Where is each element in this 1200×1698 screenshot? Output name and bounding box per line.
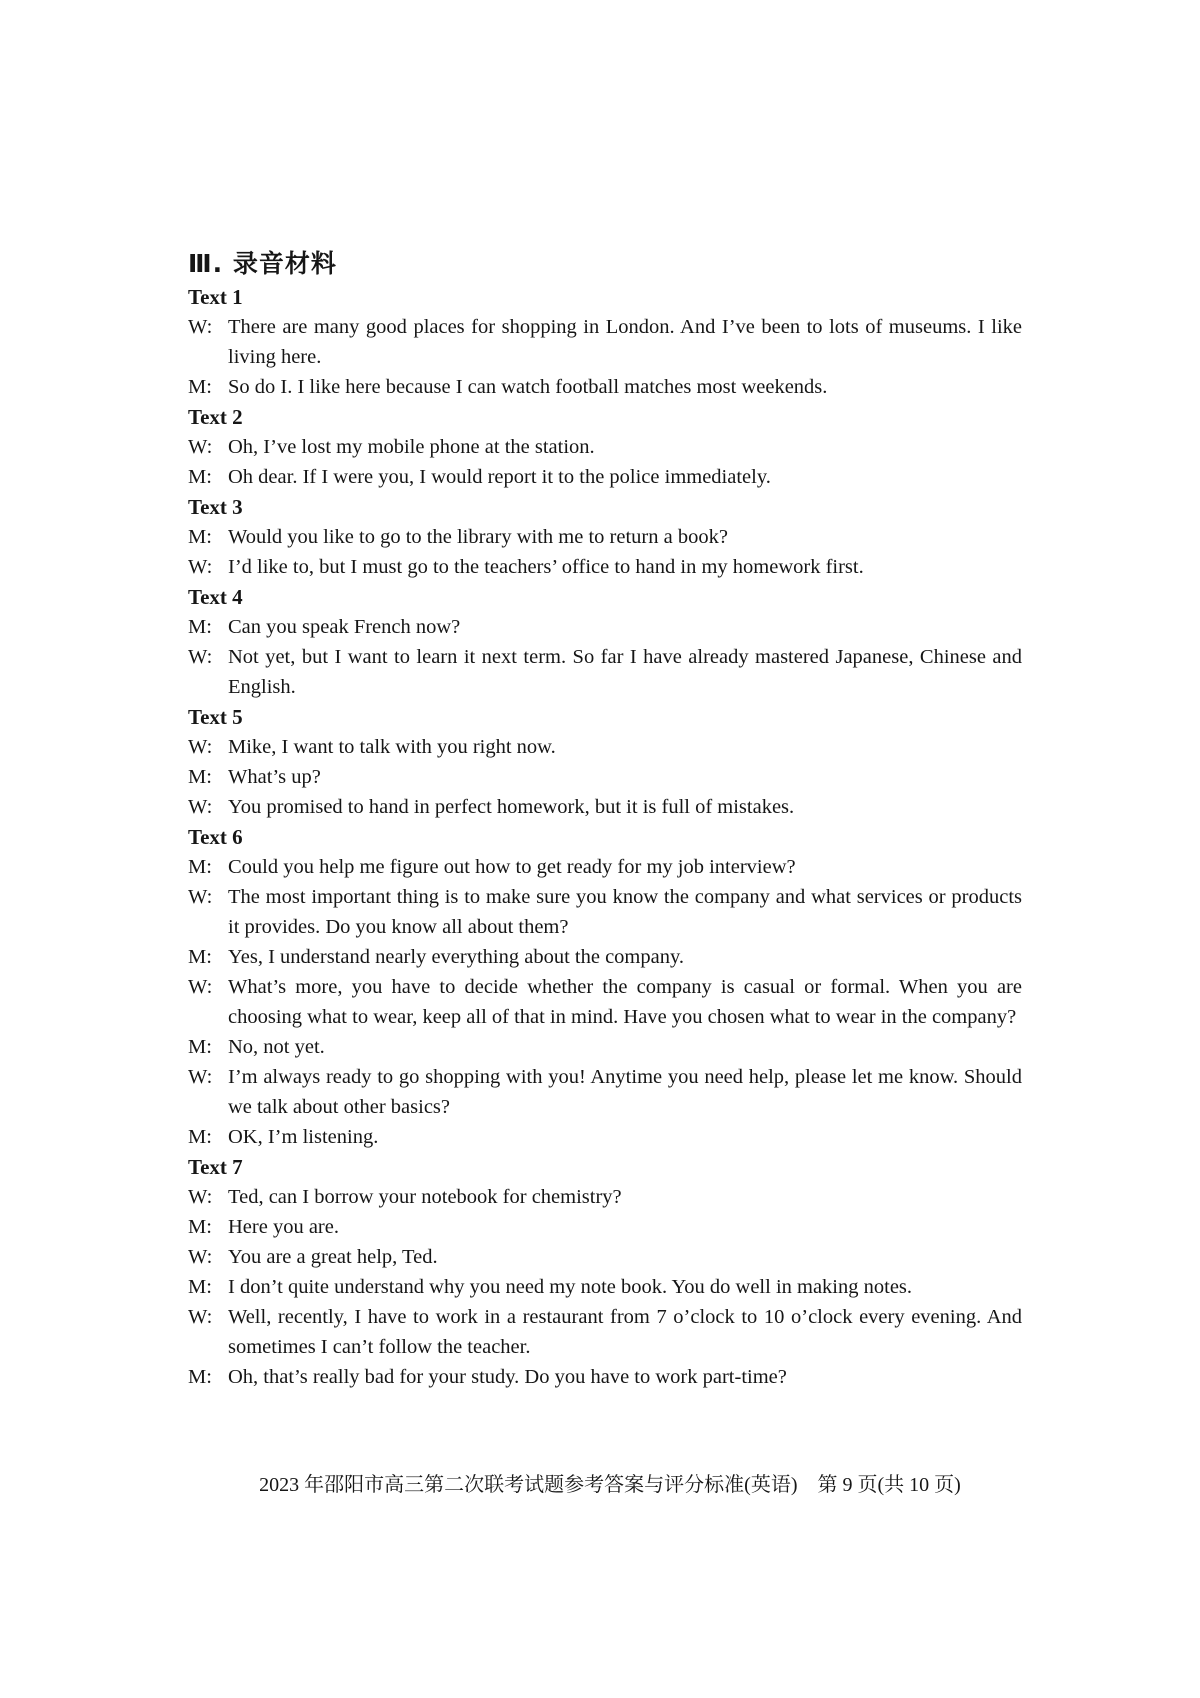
dialogue-line: [188, 942, 1022, 972]
speaker-label: W:: [188, 1246, 213, 1268]
speaker-label: M:: [188, 526, 212, 548]
dialogue-text: OK, I’m listening.: [228, 1126, 379, 1148]
dialogue-line: [188, 852, 1022, 882]
speaker-label: M:: [188, 1276, 212, 1298]
speaker-label: W:: [188, 1186, 213, 1208]
dialogue-text: I’d like to, but I must go to the teachers’ office to hand in my homework first.: [228, 556, 864, 578]
text-block: [188, 822, 1022, 1152]
dialogue-line: [188, 1062, 1022, 1122]
dialogue-line: [188, 882, 1022, 942]
text-heading: Text 2: [188, 405, 243, 429]
dialogue-line: [188, 462, 1022, 492]
speaker-label: M:: [188, 1126, 212, 1148]
text-block: [188, 1152, 1022, 1392]
dialogue-line: [188, 312, 1022, 372]
speaker-label: M:: [188, 856, 212, 878]
text-heading: Text 3: [188, 495, 243, 519]
dialogue-text: Would you like to go to the library with me to return a book?: [228, 526, 728, 548]
text-heading: Text 7: [188, 1155, 243, 1179]
dialogue-text: Oh, that’s really bad for your study. Do you have to work part-time?: [228, 1366, 787, 1388]
dialogue-text: Can you speak French now?: [228, 616, 461, 638]
dialogue-text: I don’t quite understand why you need my note book. You do well in making notes.: [228, 1276, 913, 1298]
speaker-label: W:: [188, 886, 213, 908]
dialogue-line: [188, 1032, 1022, 1062]
speaker-label: W:: [188, 976, 213, 998]
dialogue-line: [188, 762, 1022, 792]
speaker-label: M:: [188, 616, 212, 638]
dialogue-text: You promised to hand in perfect homework, but it is full of mistakes.: [228, 796, 795, 818]
text-heading: Text 6: [188, 825, 243, 849]
speaker-label: M:: [188, 1216, 212, 1238]
dialogue-text: So do I. I like here because I can watch football matches most weekends.: [228, 376, 828, 398]
speaker-label: W:: [188, 796, 213, 818]
speaker-label: M:: [188, 766, 212, 788]
dialogue-text: I’m always ready to go shopping with you! Anytime you need help, please let me know. Should we talk about other basics?: [228, 1066, 1022, 1118]
dialogue-line: [188, 1182, 1022, 1212]
dialogue-line: [188, 972, 1022, 1032]
dialogue-line: [188, 432, 1022, 462]
dialogue-text: Oh, I’ve lost my mobile phone at the station.: [228, 436, 595, 458]
text-block: [188, 402, 1022, 492]
speaker-label: W:: [188, 736, 213, 758]
dialogue-line: [188, 732, 1022, 762]
dialogue-line: [188, 1362, 1022, 1392]
dialogue-line: [188, 792, 1022, 822]
dialogue-text: What’s up?: [228, 766, 321, 788]
dialogue-text: Well, recently, I have to work in a restaurant from 7 o’clock to 10 o’clock every evening. And sometimes I can’t follow the teacher.: [228, 1306, 1022, 1358]
dialogue-text: There are many good places for shopping in London. And I’ve been to lots of museums. I like living here.: [228, 316, 1022, 368]
text-heading: Text 5: [188, 705, 243, 729]
section-title: Ⅲ. 录音材料: [188, 249, 337, 278]
text-heading: Text 4: [188, 585, 243, 609]
dialogue-text: You are a great help, Ted.: [228, 1246, 438, 1268]
text-block: [188, 282, 1022, 402]
dialogue-line: [188, 372, 1022, 402]
text-block: [188, 582, 1022, 702]
dialogue-line: [188, 1242, 1022, 1272]
speaker-label: M:: [188, 946, 212, 968]
dialogue-line: [188, 1302, 1022, 1362]
dialogue-line: [188, 1272, 1022, 1302]
speaker-label: M:: [188, 1366, 212, 1388]
speaker-label: M:: [188, 376, 212, 398]
speaker-label: W:: [188, 1066, 213, 1088]
page-footer: 2023 年邵阳市高三第二次联考试题参考答案与评分标准(英语) 第 9 页(共 10 页): [259, 1474, 961, 1496]
dialogue-text: Oh dear. If I were you, I would report it to the police immediately.: [228, 466, 771, 488]
dialogue-line: [188, 642, 1022, 702]
dialogue-text: Here you are.: [228, 1216, 339, 1238]
speaker-label: W:: [188, 436, 213, 458]
speaker-label: W:: [188, 316, 213, 338]
transcript-page: [188, 246, 1022, 1392]
dialogue-text: No, not yet.: [228, 1036, 325, 1058]
dialogue-text: Yes, I understand nearly everything about the company.: [228, 946, 685, 968]
dialogue-text: The most important thing is to make sure you know the company and what services or products it provides. Do you know all about them?: [228, 886, 1022, 938]
speaker-label: M:: [188, 1036, 212, 1058]
speaker-label: W:: [188, 646, 213, 668]
dialogue-line: [188, 612, 1022, 642]
dialogue-line: [188, 1212, 1022, 1242]
dialogue-line: [188, 552, 1022, 582]
text-block: [188, 702, 1022, 822]
speaker-label: M:: [188, 466, 212, 488]
speaker-label: W:: [188, 1306, 213, 1328]
dialogue-text: Ted, can I borrow your notebook for chemistry?: [228, 1186, 622, 1208]
dialogue-text: What’s more, you have to decide whether the company is casual or formal. When you are choosing what to wear, keep all of that in mind. Have you chosen what to wear in the company?: [228, 976, 1022, 1028]
dialogue-line: [188, 1122, 1022, 1152]
dialogue-text: Not yet, but I want to learn it next term. So far I have already mastered Japanese, Chinese and English.: [228, 646, 1022, 698]
dialogue-line: [188, 522, 1022, 552]
dialogue-text: Mike, I want to talk with you right now.: [228, 736, 556, 758]
text-heading: Text 1: [188, 285, 243, 309]
transcript-texts: [188, 282, 1022, 1392]
dialogue-text: Could you help me figure out how to get ready for my job interview?: [228, 856, 796, 878]
speaker-label: W:: [188, 556, 213, 578]
text-block: [188, 492, 1022, 582]
